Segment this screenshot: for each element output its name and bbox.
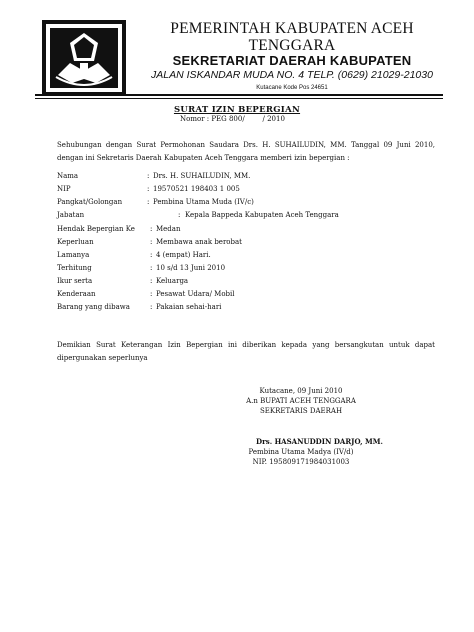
field-value-keperluan: Membawa anak berobat [156, 238, 242, 246]
field-value-terhitung: 10 s/d 13 Juni 2010 [156, 264, 226, 272]
signature-on-behalf: A.n BUPATI ACEH TENGGARA [246, 397, 356, 405]
signature-position: SEKRETARIS DAERAH [259, 407, 343, 415]
field-label-kenderaan: Kenderaan [57, 290, 96, 298]
field-colon: : [150, 225, 153, 233]
field-label-nama: Nama [57, 172, 79, 180]
field-label-nip: NIP [57, 185, 71, 193]
field-label-barang: Barang yang dibawa [57, 303, 130, 311]
field-value-lamanya: 4 (empat) Hari. [156, 251, 211, 259]
field-value-ikut-serta: Keluarga [156, 277, 189, 285]
opening-paragraph: Sehubungan dengan Surat Permohonan Saudara Drs. H. SUHAILUDIN, MM. Tanggal 09 Juni 2010, dengan ini Sekretaris Daerah Kabupaten Aceh Tenggara memberi izin bepergian : [57, 141, 435, 162]
field-label-keperluan: Keperluan [57, 238, 94, 246]
field-label-terhitung: Terhitung [57, 264, 92, 272]
field-label-lamanya: Lamanya [57, 251, 90, 259]
document-title: SURAT IZIN BEPERGIAN [173, 105, 301, 115]
postal-code: Kutacane Kode Pos 24651 [256, 85, 328, 91]
field-value-barang: Pakaian sehai-hari [156, 303, 222, 311]
field-label-pangkat: Pangkat/Golongan [57, 198, 123, 206]
field-label-jabatan: Jabatan [57, 211, 85, 219]
office-address: JALAN ISKANDAR MUDA NO. 4 TELP. (0629) 21029-21030 [151, 69, 433, 81]
signatory-rank: Pembina Utama Madya (IV/d) [248, 448, 354, 456]
field-colon: : [147, 185, 150, 193]
field-value-nip: 19570521 198403 1 005 [153, 185, 240, 193]
field-colon: : [147, 172, 150, 180]
letterhead-rule-thick [35, 94, 443, 96]
document-number: Nomor : PEG 800/ / 2010 [180, 115, 285, 123]
secretariat-name: SEKRETARIAT DAERAH KABUPATEN [172, 53, 412, 68]
field-colon: : [147, 198, 150, 206]
field-colon: : [178, 211, 181, 219]
government-emblem-icon [36, 17, 132, 99]
closing-paragraph: Demikian Surat Keterangan Izin Bepergian ini diberikan kepada yang bersangkutan untuk dapat dipergunakan seperlunya [57, 341, 435, 362]
signature-place-date: Kutacane, 09 Juni 2010 [259, 387, 343, 395]
field-colon: : [150, 251, 153, 259]
letterhead-rule-thin [35, 98, 443, 99]
field-colon: : [150, 277, 153, 285]
field-label-tujuan: Hendak Bepergian Ke [57, 225, 135, 233]
government-name: PEMERINTAH KABUPATEN ACEH TENGGARA [170, 20, 414, 54]
field-value-nama: Drs. H. SUHAILUDIN, MM. [153, 172, 251, 180]
field-colon: : [150, 303, 153, 311]
signatory-name: Drs. HASANUDDIN DARJO, MM. [256, 437, 383, 446]
field-colon: : [150, 238, 153, 246]
signatory-nip: NIP. 195809171984031003 [252, 458, 350, 466]
field-value-pangkat: Pembina Utama Muda (IV/c) [153, 198, 254, 206]
field-colon: : [150, 264, 153, 272]
field-value-kenderaan: Pesawat Udara/ Mobil [156, 290, 235, 298]
field-colon: : [150, 290, 153, 298]
field-value-tujuan: Medan [156, 225, 181, 233]
field-label-ikut-serta: Ikur serta [57, 277, 93, 285]
field-value-jabatan: Kepala Bappeda Kabupaten Aceh Tenggara [185, 211, 339, 219]
